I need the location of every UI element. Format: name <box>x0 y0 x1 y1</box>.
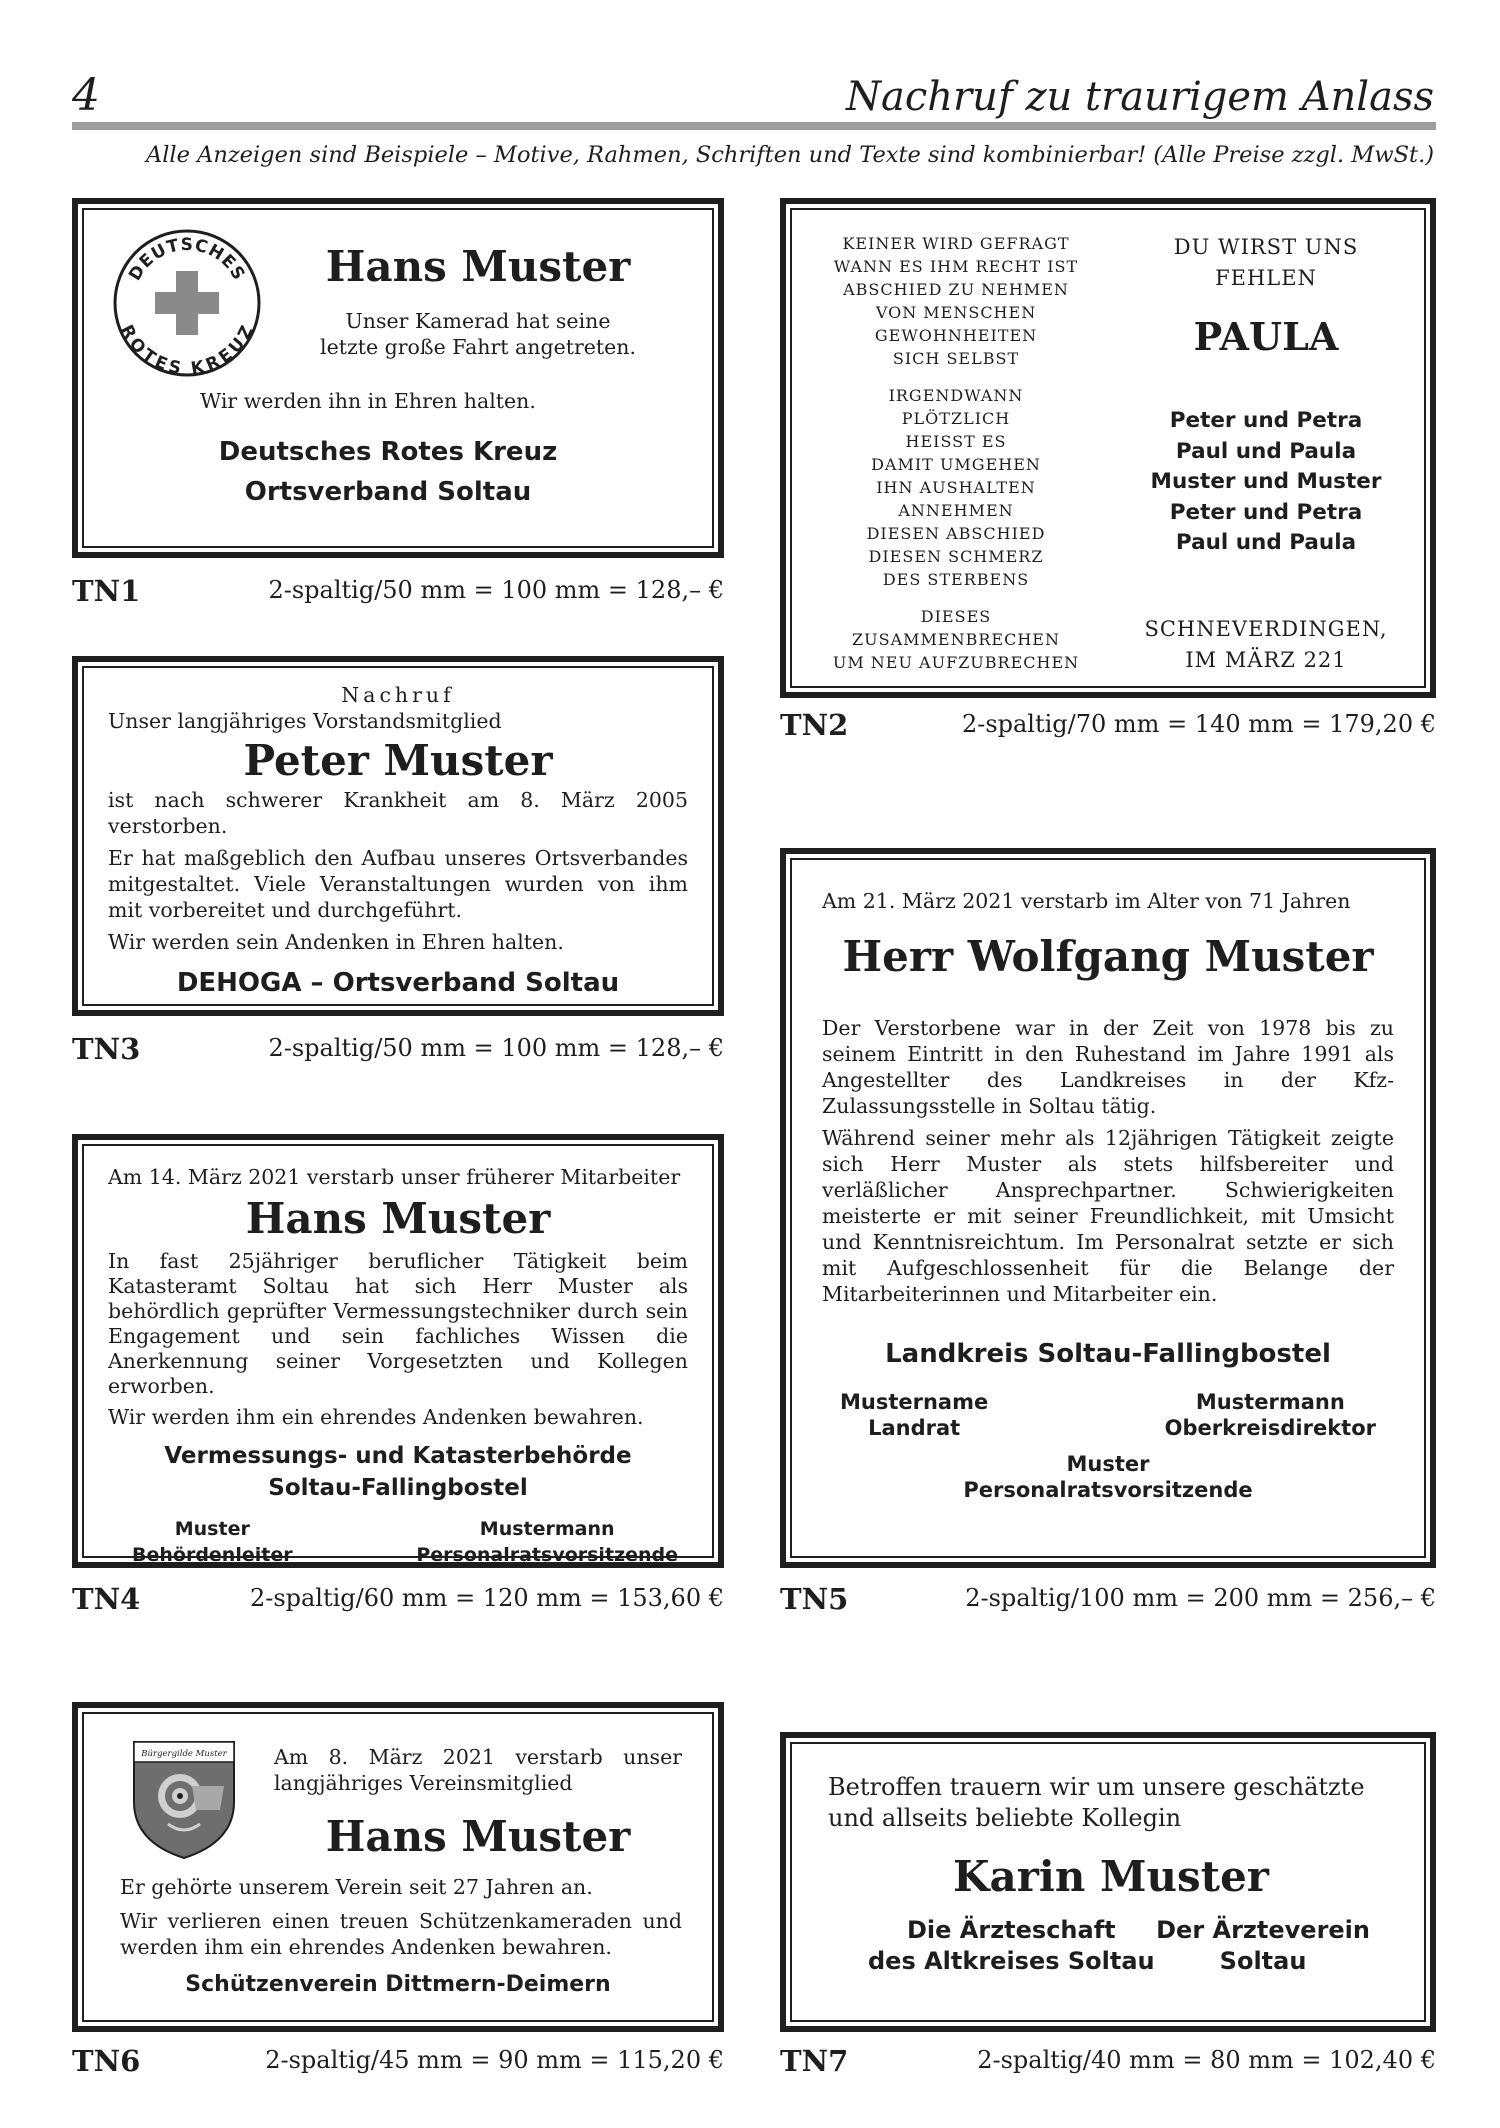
organization-name: Schützenverein Dittmern-Deimern <box>185 1972 611 1997</box>
organization-subname: Soltau-Fallingbostel <box>268 1475 528 1501</box>
signer-name: Mustermann <box>479 1518 615 1540</box>
text-paragraph: Wir werden sein Andenken in Ehren halten. <box>108 930 564 954</box>
poem-line: SICH SELBST <box>892 349 1020 368</box>
poem-line: ZUSAMMENBRECHEN <box>852 630 1060 649</box>
signer-name: Muster <box>174 1518 250 1540</box>
ad-price: 2-spaltig/70 mm = 140 mm = 179,20 € <box>961 710 1436 738</box>
intro-line: Betroffen trauern wir um unsere geschätzte und allseits beliebte Kollegin <box>828 1773 1365 1832</box>
text-paragraph: Der Verstorbene war in der Zeit von 1978 bis zu seinem Eintritt in den Ruhestand im Jahre 1991 als Angestellter des Landkreises in der Kfz-Zulassungsstelle in Soltau tätig. <box>822 1016 1394 1118</box>
signature-left <box>132 1516 293 1568</box>
logo-text-top: DEUTSCHES <box>125 234 249 285</box>
signer-role: Oberkreisdirektor <box>1164 1416 1376 1440</box>
ad-tn3 <box>72 656 724 1016</box>
logo-text-bottom: ROTES KREUZ <box>115 321 259 378</box>
text-paragraph: Während seiner mehr als 12jährigen Tätigkeit zeigte sich Herr Muster als stets hilfsbereiter und verläßlicher Ansprechpartner. Schwierigkeiten meisterte er mit seiner Freundlichkeit, mit Umsicht und Kenntnisreichtum. Im Personalrat setzte er sich mit Aufgeschlossenheit für die Belange der Mitarbeiterinnen und Mitarbeiter ein. <box>822 1126 1394 1306</box>
signer-name: Der Ärzteverein <box>1156 1916 1370 1944</box>
poem-line: GEWOHNHEITEN <box>874 326 1038 345</box>
signature-right <box>416 1516 678 1568</box>
ad-heading: Nachruf <box>341 683 455 707</box>
ad-price: 2-spaltig/50 mm = 100 mm = 128,– € <box>268 1034 724 1062</box>
poem-line: PLÖTZLICH <box>901 409 1011 428</box>
intro-line: Am 21. März 2021 verstarb im Alter von 71 Jahren <box>822 889 1351 913</box>
poem-line: UM NEU AUFZUBRECHEN <box>832 653 1080 672</box>
signature-left <box>868 1915 1155 1977</box>
poem-line: DES STERBENS <box>882 570 1030 589</box>
ad-code: TN4 <box>72 1582 141 1616</box>
poem-line: DIESEN SCHMERZ <box>868 547 1044 566</box>
header-divider <box>72 122 1436 130</box>
signer-role: Soltau <box>1219 1947 1307 1975</box>
signer-name: Mustermann <box>1195 1390 1345 1414</box>
signer-role: Personalratsvorsitzende <box>416 1544 678 1566</box>
family-member: Paul und Paula <box>1175 438 1357 464</box>
honor-line: Wir werden ihn in Ehren halten. <box>200 389 536 413</box>
ad-price: 2-spaltig/45 mm = 90 mm = 115,20 € <box>265 2046 724 2074</box>
ad-code: TN2 <box>780 708 849 742</box>
text-paragraph: In fast 25jähriger beruflicher Tätigkeit beim Katasteramt Soltau hat sich Herr Muster als behördlich geprüfter Vermessungstechniker durch sein Engagement und sein fachliches Wissen die Anerkennung seiner Vorgesetzten und Kollegen erworben. <box>108 1249 688 1398</box>
organization-name: Deutsches Rotes Kreuz <box>218 437 558 467</box>
deceased-name: Hans Muster <box>325 242 631 291</box>
text-paragraph: ist nach schwerer Krankheit am 8. März 2005 verstorben. <box>108 788 688 838</box>
deceased-name: Hans Muster <box>245 1194 551 1243</box>
deceased-name: Herr Wolfgang Muster <box>842 932 1374 981</box>
signer-role: Landrat <box>868 1416 961 1440</box>
ad-price: 2-spaltig/100 mm = 200 mm = 256,– € <box>965 1584 1436 1612</box>
miss-line: FEHLEN <box>1215 266 1317 290</box>
intro-line: Unser langjähriges Vorstandsmitglied <box>108 709 502 733</box>
poem-line: WANN ES IHM RECHT IST <box>833 257 1079 276</box>
shooting-club-emblem <box>128 1738 240 1862</box>
ad-tn7 <box>780 1732 1436 2032</box>
poem-stanza-3 <box>806 605 1106 674</box>
red-cross-logo <box>112 228 262 378</box>
family-member: Muster und Muster <box>1150 469 1382 494</box>
text-line: Unser Kamerad hat seine <box>345 309 611 333</box>
deceased-name: Hans Muster <box>325 1812 631 1861</box>
ad-code: TN7 <box>780 2044 849 2078</box>
emblem-text: Bürgergilde Muster <box>141 1749 227 1759</box>
intro-line: Am 8. März 2021 verstarb unser langjähriges Vereinsmitglied <box>274 1745 682 1795</box>
poem-line: KEINER WIRD GEFRAGT <box>842 234 1070 253</box>
page-number: 4 <box>72 70 100 121</box>
ad-tn1 <box>72 198 724 558</box>
organization-name: Vermessungs- und Katasterbehörde <box>164 1443 632 1469</box>
signer-name: Muster <box>1066 1452 1150 1476</box>
poem-line: HEISST ES <box>905 432 1007 451</box>
ad-code: TN5 <box>780 1582 849 1616</box>
poem-line: VON MENSCHEN <box>875 303 1037 322</box>
text-paragraph: Er gehörte unserem Verein seit 27 Jahren an. <box>120 1875 593 1899</box>
organization-name: Landkreis Soltau-Fallingbostel <box>885 1339 1331 1369</box>
signer-role: Behördenleiter <box>132 1544 293 1566</box>
organization-name: DEHOGA – Ortsverband Soltau <box>176 968 620 998</box>
ad-tn2 <box>780 198 1436 698</box>
signature-right <box>1165 1389 1376 1441</box>
deceased-name: Karin Muster <box>953 1852 1269 1901</box>
signature-center <box>822 1451 1394 1503</box>
miss-line: DU WIRST UNS <box>1173 235 1359 259</box>
signer-role: des Altkreises Soltau <box>868 1947 1155 1975</box>
signer-name: Mustername <box>840 1390 989 1414</box>
deceased-name: Peter Muster <box>243 736 553 785</box>
page-title: Nachruf zu traurigem Anlass <box>846 74 1434 120</box>
family-member: Paul und Paula <box>1175 530 1357 555</box>
ad-price: 2-spaltig/40 mm = 80 mm = 102,40 € <box>977 2046 1436 2074</box>
ad-tn4 <box>72 1134 724 1568</box>
place-line: IM MÄRZ 221 <box>1185 648 1347 672</box>
ad-tn6 <box>72 1702 724 2032</box>
text-paragraph: Wir werden ihm ein ehrendes Andenken bewahren. <box>108 1405 644 1429</box>
intro-line: Am 14. März 2021 verstarb unser früherer Mitarbeiter <box>108 1165 681 1189</box>
ad-price: 2-spaltig/60 mm = 120 mm = 153,60 € <box>249 1584 724 1612</box>
poem-stanza-2 <box>806 384 1106 591</box>
poem-line: ABSCHIED ZU NEHMEN <box>843 280 1069 299</box>
signature-right <box>1156 1915 1370 1977</box>
family-member: Peter und Petra <box>1169 499 1363 525</box>
deceased-name: PAULA <box>1193 314 1339 359</box>
ad-code: TN1 <box>72 574 141 608</box>
poem-line: ANNEHMEN <box>898 501 1014 520</box>
poem-line: IRGENDWANN <box>888 386 1024 405</box>
signature-left <box>840 1389 988 1441</box>
place-line: SCHNEVERDINGEN, <box>1144 617 1388 641</box>
ad-tn5 <box>780 848 1436 1568</box>
header-note: Alle Anzeigen sind Beispiele – Motive, Rahmen, Schriften und Texte sind kombinierbar! (Alle Preise zzgl. MwSt.) <box>145 142 1434 168</box>
text-line: letzte große Fahrt angetreten. <box>320 335 636 359</box>
poem-stanza-1 <box>806 232 1106 370</box>
signer-name: Die Ärzteschaft <box>907 1916 1116 1944</box>
poem-line: IHN AUSHALTEN <box>876 478 1036 497</box>
organization-subname: Ortsverband Soltau <box>244 477 532 507</box>
poem-line: DIESEN ABSCHIED <box>866 524 1046 543</box>
signer-role: Personalratsvorsitzende <box>963 1478 1253 1502</box>
family-member: Peter und Petra <box>1169 408 1363 433</box>
text-paragraph: Wir verlieren einen treuen Schützenkameraden und werden ihm ein ehrendes Andenken bewahren. <box>120 1909 682 1959</box>
ad-price: 2-spaltig/50 mm = 100 mm = 128,– € <box>268 576 724 604</box>
text-paragraph: Er hat maßgeblich den Aufbau unseres Ortsverbandes mitgestaltet. Viele Veranstaltungen wurden von ihm mit vorbereitet und durchgeführt. <box>108 846 688 922</box>
ad-code: TN3 <box>72 1032 141 1066</box>
poem-line: DAMIT UMGEHEN <box>871 455 1041 474</box>
ad-code: TN6 <box>72 2044 141 2078</box>
poem-line: DIESES <box>920 607 992 626</box>
